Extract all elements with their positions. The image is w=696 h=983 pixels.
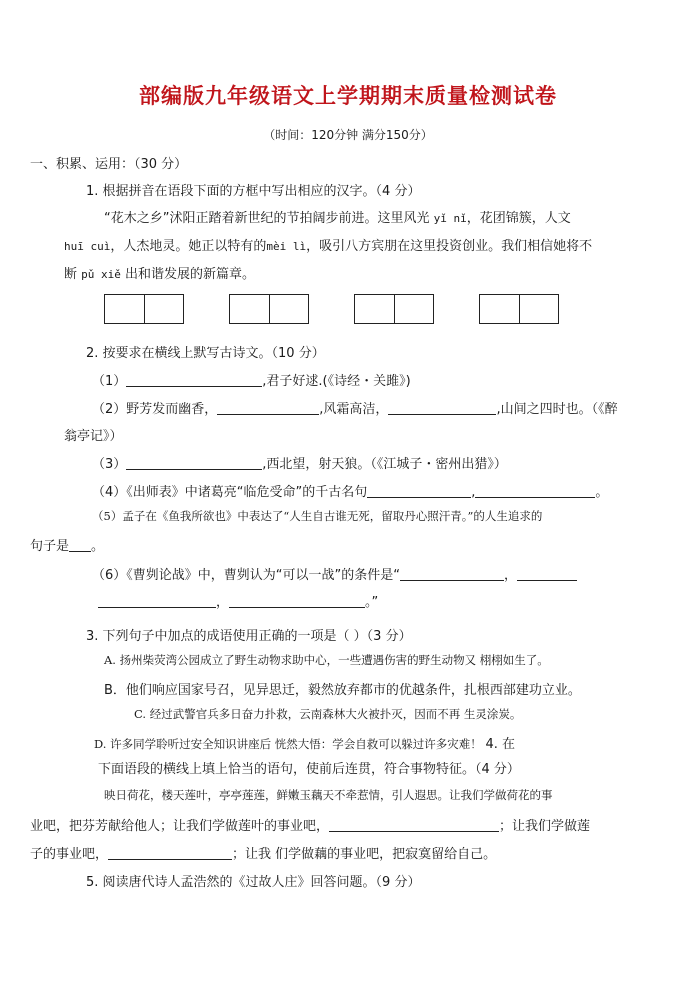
q1-passage-line-2 bbox=[64, 235, 592, 254]
q2-text: ,西北望，射天狼。（《江城子・密州出猎》） bbox=[262, 457, 507, 472]
q1-passage-line-1 bbox=[104, 207, 571, 226]
pinyin-meili: mèi lì bbox=[266, 240, 307, 253]
q2-text: ， bbox=[216, 595, 230, 610]
q4-passage-line-2 bbox=[30, 815, 590, 834]
item-number: （2） bbox=[92, 402, 127, 417]
item-number: （1） bbox=[92, 374, 127, 389]
answer-box-3[interactable] bbox=[354, 294, 434, 324]
blank-line[interactable] bbox=[367, 484, 471, 498]
q2-item-3 bbox=[92, 453, 507, 472]
answer-box-2[interactable] bbox=[229, 294, 309, 324]
item-number: （4） bbox=[92, 485, 127, 500]
question-2-heading: 2. 按要求在横线上默写古诗文。（10 分） bbox=[86, 346, 325, 361]
blank-line[interactable] bbox=[217, 401, 319, 415]
answer-box-1[interactable] bbox=[104, 294, 184, 324]
q2-text: 句子是 bbox=[30, 539, 70, 554]
q2-item-1 bbox=[92, 370, 411, 389]
exam-time-info: （时间：120分钟 满分150分） bbox=[263, 128, 433, 142]
q2-item-2-cont: 翁亭记》） bbox=[64, 429, 123, 444]
q2-text: 。” bbox=[365, 595, 379, 610]
option-d bbox=[94, 733, 515, 752]
question-4-number: 4. 在 bbox=[485, 737, 515, 752]
blank-line[interactable] bbox=[126, 373, 262, 387]
blank-line[interactable] bbox=[229, 594, 365, 608]
blank-line[interactable] bbox=[388, 401, 496, 415]
q4-text: 子的事业吧， bbox=[30, 847, 109, 862]
q1-text: ，花团锦簇，人文 bbox=[466, 211, 571, 226]
q2-item-6-cont bbox=[98, 591, 378, 610]
q2-item-2 bbox=[92, 398, 618, 417]
q2-text: 。 bbox=[91, 539, 105, 554]
q4-text: ；让我们学做莲 bbox=[499, 819, 591, 834]
q2-item-5-cont bbox=[30, 535, 104, 554]
item-number: （3） bbox=[92, 457, 127, 472]
q4-passage-line-1: 映日荷花，楼天莲叶，亭亭莲莲，鲜嫩玉藕天不牵惹情，引人遐思。让我们学做荷花的事 bbox=[104, 788, 553, 802]
q2-text: ,山间之四时也。（《醉 bbox=[496, 402, 618, 417]
option-c: C. 经过武警官兵多日奋力扑救，云南森林大火被扑灭，因而不再 生灵涂炭。 bbox=[134, 707, 522, 721]
q1-text: 断 bbox=[64, 267, 78, 282]
q2-text: 孟子在《鱼我所欲也》中表达了“人生自古谁无死，留取丹心照汗青。”的人生追求的 bbox=[122, 509, 543, 523]
q1-passage-line-3 bbox=[64, 263, 255, 282]
q1-text: 出和谐发展的新篇章。 bbox=[125, 267, 256, 282]
pinyin-huicui: huī cuì bbox=[64, 240, 111, 253]
pinyin-yini: yǐ nǐ bbox=[433, 212, 467, 225]
item-number: （5） bbox=[92, 509, 123, 523]
q2-text: ， bbox=[504, 568, 518, 583]
q1-text: “花木之乡”沭阳正踏着新世纪的节拍阔步前进。这里风光 bbox=[104, 211, 430, 226]
blank-line[interactable] bbox=[69, 538, 91, 552]
q2-text: 《出师表》中诸葛亮“临危受命”的千古名句 bbox=[126, 485, 368, 500]
q2-text: 。 bbox=[595, 485, 609, 500]
answer-box-4[interactable] bbox=[479, 294, 559, 324]
q2-text: , bbox=[471, 485, 476, 500]
question-3-heading: 3. 下列句子中加点的成语使用正确的一项是（ ）（3 分） bbox=[86, 629, 412, 644]
blank-line[interactable] bbox=[517, 567, 577, 581]
q2-text: ,风霜高洁， bbox=[319, 402, 389, 417]
q2-text: 《曹刿论战》中，曹刿认为“可以一战”的条件是“ bbox=[126, 568, 400, 583]
q4-passage-line-3 bbox=[30, 843, 496, 862]
question-1-heading: 1. 根据拼音在语段下面的方框中写出相应的汉字。（4 分） bbox=[86, 184, 421, 199]
question-5-heading: 5. 阅读唐代诗人孟浩然的《过故人庄》回答问题。（9 分） bbox=[86, 875, 421, 890]
blank-line[interactable] bbox=[475, 484, 595, 498]
option-b: B．他们响应国家号召，见异思迁，毅然放弃都市的优越条件，扎根西部建功立业。 bbox=[104, 683, 581, 698]
q1-text: ，吸引八方宾朋在这里投资创业。我们相信她将不 bbox=[306, 239, 593, 254]
q2-item-4 bbox=[92, 481, 608, 500]
q2-text: 野芳发而幽香， bbox=[126, 402, 218, 417]
q4-text: 业吧，把芬芳献给他人；让我们学做莲叶的事业吧， bbox=[30, 819, 330, 834]
blank-line[interactable] bbox=[400, 567, 504, 581]
blank-line[interactable] bbox=[126, 456, 262, 470]
q1-text: ，人杰地灵。她正以特有的 bbox=[110, 239, 267, 254]
q2-item-6 bbox=[92, 564, 577, 583]
blank-line[interactable] bbox=[329, 818, 499, 832]
q2-item-5 bbox=[92, 508, 542, 524]
item-number: （6） bbox=[92, 568, 127, 583]
q2-text: ,君子好逑.(《诗经・关雎》) bbox=[262, 374, 411, 389]
section-heading: 一、积累、运用：（30 分） bbox=[30, 157, 188, 172]
option-a: A. 扬州柴荧湾公园成立了野生动物求助中心，一些遭遇伤害的野生动物又 栩栩如生了。 bbox=[104, 653, 549, 667]
pinyin-puxie: pǔ xiě bbox=[81, 268, 121, 281]
q4-text: ；让我 们学做藕的事业吧，把寂寞留给自己。 bbox=[232, 847, 497, 862]
question-4-heading: 下面语段的横线上填上恰当的语句，使前后连贯，符合事物特征。（4 分） bbox=[98, 762, 520, 777]
blank-line[interactable] bbox=[98, 594, 216, 608]
option-d-text: D. 许多同学聆听过安全知识讲座后 恍然大悟：学会自救可以躲过许多灾难！ bbox=[94, 737, 482, 751]
page-title: 部编版九年级语文上学期期末质量检测试卷 bbox=[139, 83, 557, 108]
blank-line[interactable] bbox=[108, 846, 232, 860]
